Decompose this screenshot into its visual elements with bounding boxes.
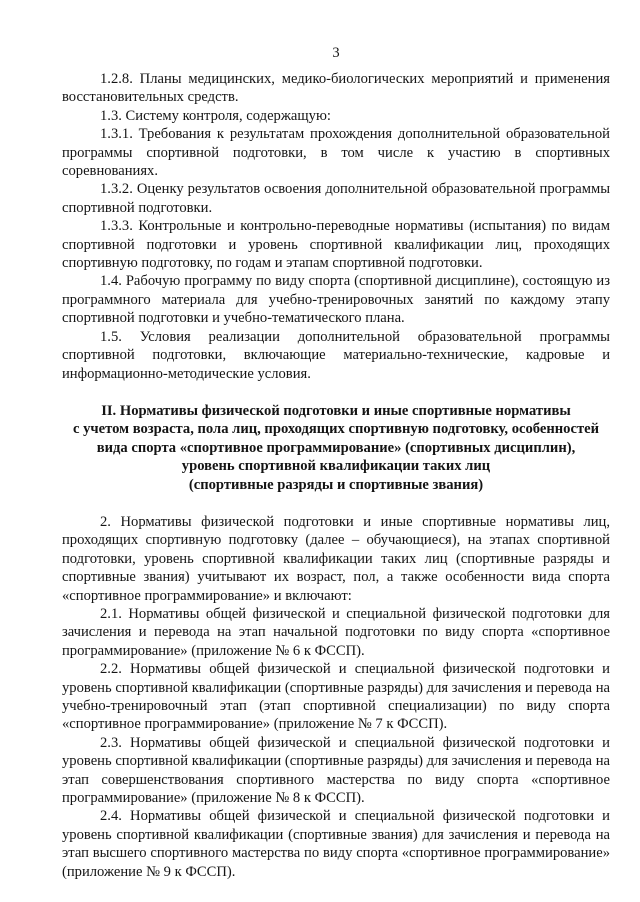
paragraph-1-5: 1.5. Условия реализации дополнительной образовательной программы спортивной подготовки, включающие материально-технические, кадровые и информационно-методические условия. — [62, 328, 610, 382]
paragraph-2-4: 2.4. Нормативы общей физической и специальной физической подготовки и уровень спортивной квалификации (спортивные звания) для зачисления и перевода на этап высшего спортивного мастерства по виду спорта «спортивное программирование» (приложение № 9 к ФССП). — [62, 808, 610, 880]
paragraph-1-3-2: 1.3.2. Оценку результатов освоения дополнительной образовательной программы спортивной подготовки. — [62, 181, 610, 216]
section-heading-line: уровень спортивной квалификации таких лиц — [181, 458, 491, 475]
section-heading-line: с учетом возраста, пола лиц, проходящих спортивную подготовку, особенностей — [73, 421, 599, 438]
paragraph-1-3-3: 1.3.3. Контрольные и контрольно-переводные нормативы (испытания) по видам спортивной подготовки и уровень спортивной квалификации лиц, проходящих спортивную подготовку, по годам и этапам спортивной подготовки. — [62, 218, 610, 272]
paragraph-1-4: 1.4. Рабочую программу по виду спорта (спортивной дисциплине), состоящую из программного материала для учебно-тренировочных занятий по каждому этапу спортивной подготовки и учебно-тематического плана. — [62, 273, 610, 327]
section-heading-line: вида спорта «спортивное программирование» (спортивных дисциплин), — [96, 439, 576, 456]
paragraph-2-2: 2.2. Нормативы общей физической и специальной физической подготовки и уровень спортивной квалификации (спортивные разряды) для зачисления и перевода на учебно-тренировочный этап (этап спортивной специализации) по виду спорта «спортивное программирование» (приложение № 7 к ФССП). — [62, 661, 610, 733]
section-heading-line: II. Нормативы физической подготовки и иные спортивные нормативы — [101, 402, 571, 419]
document-page — [62, 44, 610, 881]
paragraph-1-2-8: 1.2.8. Планы медицинских, медико-биологических мероприятий и применения восстановительных средств. — [62, 71, 610, 106]
paragraph-1-3: 1.3. Систему контроля, содержащую: — [100, 107, 331, 124]
paragraph-2: 2. Нормативы физической подготовки и иные спортивные нормативы лиц, проходящих спортивную подготовку (далее – обучающиеся), на этапах спортивной подготовки, уровень спортивной квалификации таких лиц (спортивные разряды и спортивные звания) учитывают их возраст, пол, а также особенности вида спорта «спортивное программирование» и включают: — [62, 513, 610, 604]
paragraph-1-3-1: 1.3.1. Требования к результатам прохождения дополнительной образовательной программы спортивной подготовки, в том числе к участию в спортивных соревнованиях. — [62, 126, 610, 180]
section-heading-line: (спортивные разряды и спортивные звания) — [188, 476, 484, 493]
paragraph-2-1: 2.1. Нормативы общей физической и специальной физической подготовки для зачисления и перевода на этап начальной подготовки по виду спорта «спортивное программирование» (приложение № 6 к ФССП). — [62, 605, 610, 659]
section-heading — [62, 402, 610, 494]
page-number: 3 — [332, 45, 340, 61]
paragraph-2-3: 2.3. Нормативы общей физической и специальной физической подготовки и уровень спортивной квалификации (спортивные разряды) для зачисления и перевода на этап совершенствования спортивного мастерства по виду спорта «спортивное программирование» (приложение № 8 к ФССП). — [62, 734, 610, 807]
